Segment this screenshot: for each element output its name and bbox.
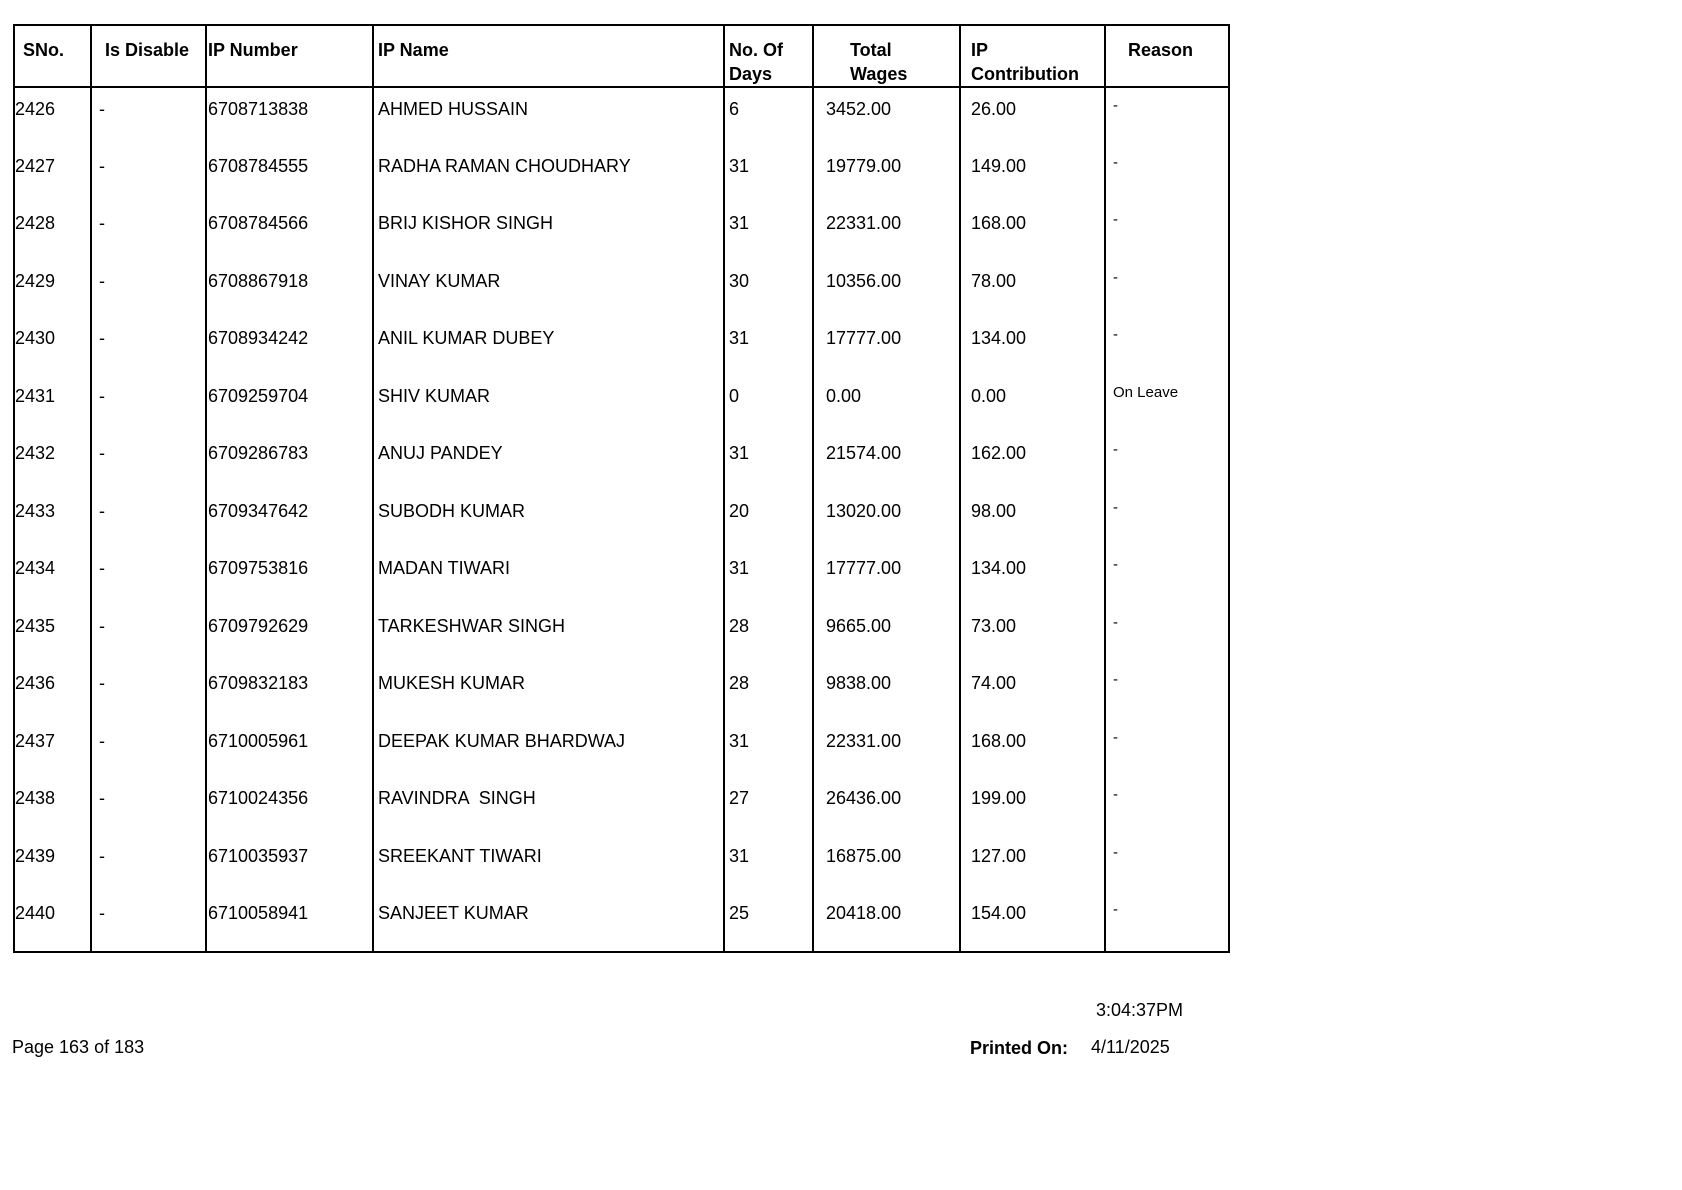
cell-sno: 2431 [14, 375, 91, 433]
header-sno: SNo. [14, 25, 91, 87]
table-row [14, 202, 1229, 260]
cell-total-wages: 26436.00 [813, 777, 960, 835]
cell-reason: On Leave [1105, 375, 1229, 433]
cell-is-disable: - [91, 317, 206, 375]
cell-reason: - [1105, 490, 1229, 548]
cell-reason: - [1105, 662, 1229, 720]
header-is-disable: Is Disable [91, 25, 206, 87]
cell-is-disable: - [91, 260, 206, 318]
cell-no-of-days: 31 [724, 202, 813, 260]
header-row [14, 25, 1229, 87]
cell-sno: 2440 [14, 892, 91, 952]
printed-on-label: Printed On: [970, 1038, 1068, 1058]
cell-no-of-days: 6 [724, 87, 813, 145]
cell-total-wages: 17777.00 [813, 317, 960, 375]
cell-ip-number: 6708784566 [206, 202, 373, 260]
cell-sno: 2435 [14, 605, 91, 663]
cell-no-of-days: 31 [724, 547, 813, 605]
cell-ip-number: 6709259704 [206, 375, 373, 433]
cell-is-disable: - [91, 202, 206, 260]
cell-reason: - [1105, 432, 1229, 490]
cell-ip-contribution: 98.00 [960, 490, 1105, 548]
header-ip-name: IP Name [373, 25, 724, 87]
printed-time: 3:04:37PM [1096, 1000, 1184, 1020]
cell-total-wages: 22331.00 [813, 202, 960, 260]
cell-ip-name: SANJEET KUMAR [373, 892, 724, 952]
cell-ip-name: ANIL KUMAR DUBEY [373, 317, 724, 375]
cell-ip-name: MUKESH KUMAR [373, 662, 724, 720]
cell-reason: - [1105, 777, 1229, 835]
cell-ip-contribution: 134.00 [960, 317, 1105, 375]
cell-is-disable: - [91, 777, 206, 835]
header-total-wages: Total Wages [813, 25, 960, 87]
cell-no-of-days: 31 [724, 145, 813, 203]
cell-total-wages: 10356.00 [813, 260, 960, 318]
cell-reason: - [1105, 892, 1229, 952]
cell-ip-contribution: 162.00 [960, 432, 1105, 490]
table-row [14, 145, 1229, 203]
table-row [14, 547, 1229, 605]
table-row [14, 490, 1229, 548]
cell-ip-number: 6709286783 [206, 432, 373, 490]
cell-is-disable: - [91, 662, 206, 720]
cell-no-of-days: 30 [724, 260, 813, 318]
cell-ip-name: SHIV KUMAR [373, 375, 724, 433]
cell-is-disable: - [91, 547, 206, 605]
header-reason: Reason [1105, 25, 1229, 87]
cell-ip-name: RADHA RAMAN CHOUDHARY [373, 145, 724, 203]
cell-ip-name: MADAN TIWARI [373, 547, 724, 605]
cell-ip-name: VINAY KUMAR [373, 260, 724, 318]
cell-ip-contribution: 0.00 [960, 375, 1105, 433]
cell-no-of-days: 31 [724, 720, 813, 778]
cell-sno: 2429 [14, 260, 91, 318]
cell-is-disable: - [91, 145, 206, 203]
cell-ip-number: 6710024356 [206, 777, 373, 835]
cell-reason: - [1105, 835, 1229, 893]
table-row [14, 720, 1229, 778]
cell-no-of-days: 31 [724, 432, 813, 490]
cell-sno: 2439 [14, 835, 91, 893]
table-row [14, 432, 1229, 490]
cell-ip-name: ANUJ PANDEY [373, 432, 724, 490]
cell-sno: 2430 [14, 317, 91, 375]
cell-sno: 2433 [14, 490, 91, 548]
cell-total-wages: 13020.00 [813, 490, 960, 548]
cell-sno: 2434 [14, 547, 91, 605]
cell-reason: - [1105, 87, 1229, 145]
cell-total-wages: 16875.00 [813, 835, 960, 893]
cell-ip-name: RAVINDRA SINGH [373, 777, 724, 835]
cell-ip-name: AHMED HUSSAIN [373, 87, 724, 145]
cell-ip-number: 6710005961 [206, 720, 373, 778]
cell-no-of-days: 31 [724, 317, 813, 375]
cell-ip-contribution: 74.00 [960, 662, 1105, 720]
table-row [14, 260, 1229, 318]
cell-is-disable: - [91, 490, 206, 548]
cell-ip-number: 6708784555 [206, 145, 373, 203]
cell-no-of-days: 31 [724, 835, 813, 893]
cell-total-wages: 9665.00 [813, 605, 960, 663]
cell-ip-contribution: 168.00 [960, 202, 1105, 260]
cell-ip-number: 6708713838 [206, 87, 373, 145]
cell-total-wages: 0.00 [813, 375, 960, 433]
cell-sno: 2426 [14, 87, 91, 145]
cell-ip-name: SUBODH KUMAR [373, 490, 724, 548]
cell-total-wages: 22331.00 [813, 720, 960, 778]
cell-total-wages: 21574.00 [813, 432, 960, 490]
cell-is-disable: - [91, 432, 206, 490]
cell-ip-name: DEEPAK KUMAR BHARDWAJ [373, 720, 724, 778]
cell-reason: - [1105, 605, 1229, 663]
printed-date: 4/11/2025 [1091, 1037, 1170, 1057]
table-row [14, 662, 1229, 720]
header-no-of-days: No. Of Days [724, 25, 813, 87]
cell-no-of-days: 0 [724, 375, 813, 433]
table-row [14, 605, 1229, 663]
cell-is-disable: - [91, 605, 206, 663]
cell-sno: 2438 [14, 777, 91, 835]
cell-reason: - [1105, 720, 1229, 778]
cell-ip-contribution: 134.00 [960, 547, 1105, 605]
cell-ip-contribution: 78.00 [960, 260, 1105, 318]
cell-is-disable: - [91, 835, 206, 893]
cell-ip-contribution: 168.00 [960, 720, 1105, 778]
cell-reason: - [1105, 547, 1229, 605]
table-row [14, 777, 1229, 835]
cell-ip-name: TARKESHWAR SINGH [373, 605, 724, 663]
table-row [14, 835, 1229, 893]
header-ip-number: IP Number [206, 25, 373, 87]
cell-total-wages: 19779.00 [813, 145, 960, 203]
cell-sno: 2432 [14, 432, 91, 490]
cell-no-of-days: 20 [724, 490, 813, 548]
cell-ip-contribution: 73.00 [960, 605, 1105, 663]
cell-ip-contribution: 149.00 [960, 145, 1105, 203]
cell-ip-contribution: 154.00 [960, 892, 1105, 952]
cell-ip-number: 6710035937 [206, 835, 373, 893]
cell-sno: 2437 [14, 720, 91, 778]
cell-reason: - [1105, 317, 1229, 375]
cell-ip-number: 6708867918 [206, 260, 373, 318]
cell-no-of-days: 25 [724, 892, 813, 952]
cell-ip-contribution: 127.00 [960, 835, 1105, 893]
cell-total-wages: 17777.00 [813, 547, 960, 605]
cell-total-wages: 20418.00 [813, 892, 960, 952]
cell-ip-number: 6710058941 [206, 892, 373, 952]
cell-reason: - [1105, 260, 1229, 318]
cell-ip-contribution: 199.00 [960, 777, 1105, 835]
cell-no-of-days: 28 [724, 605, 813, 663]
cell-sno: 2427 [14, 145, 91, 203]
cell-no-of-days: 27 [724, 777, 813, 835]
cell-ip-name: SREEKANT TIWARI [373, 835, 724, 893]
table-row [14, 375, 1229, 433]
cell-ip-number: 6709753816 [206, 547, 373, 605]
table-row [14, 892, 1229, 952]
cell-reason: - [1105, 145, 1229, 203]
table-row [14, 87, 1229, 145]
table-row [14, 317, 1229, 375]
cell-sno: 2436 [14, 662, 91, 720]
cell-ip-number: 6709347642 [206, 490, 373, 548]
cell-is-disable: - [91, 87, 206, 145]
cell-ip-number: 6709832183 [206, 662, 373, 720]
cell-reason: - [1105, 202, 1229, 260]
cell-ip-number: 6709792629 [206, 605, 373, 663]
header-ip-contribution: IP Contribution [960, 25, 1105, 87]
cell-ip-contribution: 26.00 [960, 87, 1105, 145]
cell-no-of-days: 28 [724, 662, 813, 720]
page-info: Page 163 of 183 [12, 1037, 145, 1057]
cell-ip-number: 6708934242 [206, 317, 373, 375]
cell-ip-name: BRIJ KISHOR SINGH [373, 202, 724, 260]
cell-sno: 2428 [14, 202, 91, 260]
cell-total-wages: 9838.00 [813, 662, 960, 720]
cell-is-disable: - [91, 720, 206, 778]
cell-total-wages: 3452.00 [813, 87, 960, 145]
cell-is-disable: - [91, 892, 206, 952]
cell-is-disable: - [91, 375, 206, 433]
contribution-table [13, 24, 1230, 953]
